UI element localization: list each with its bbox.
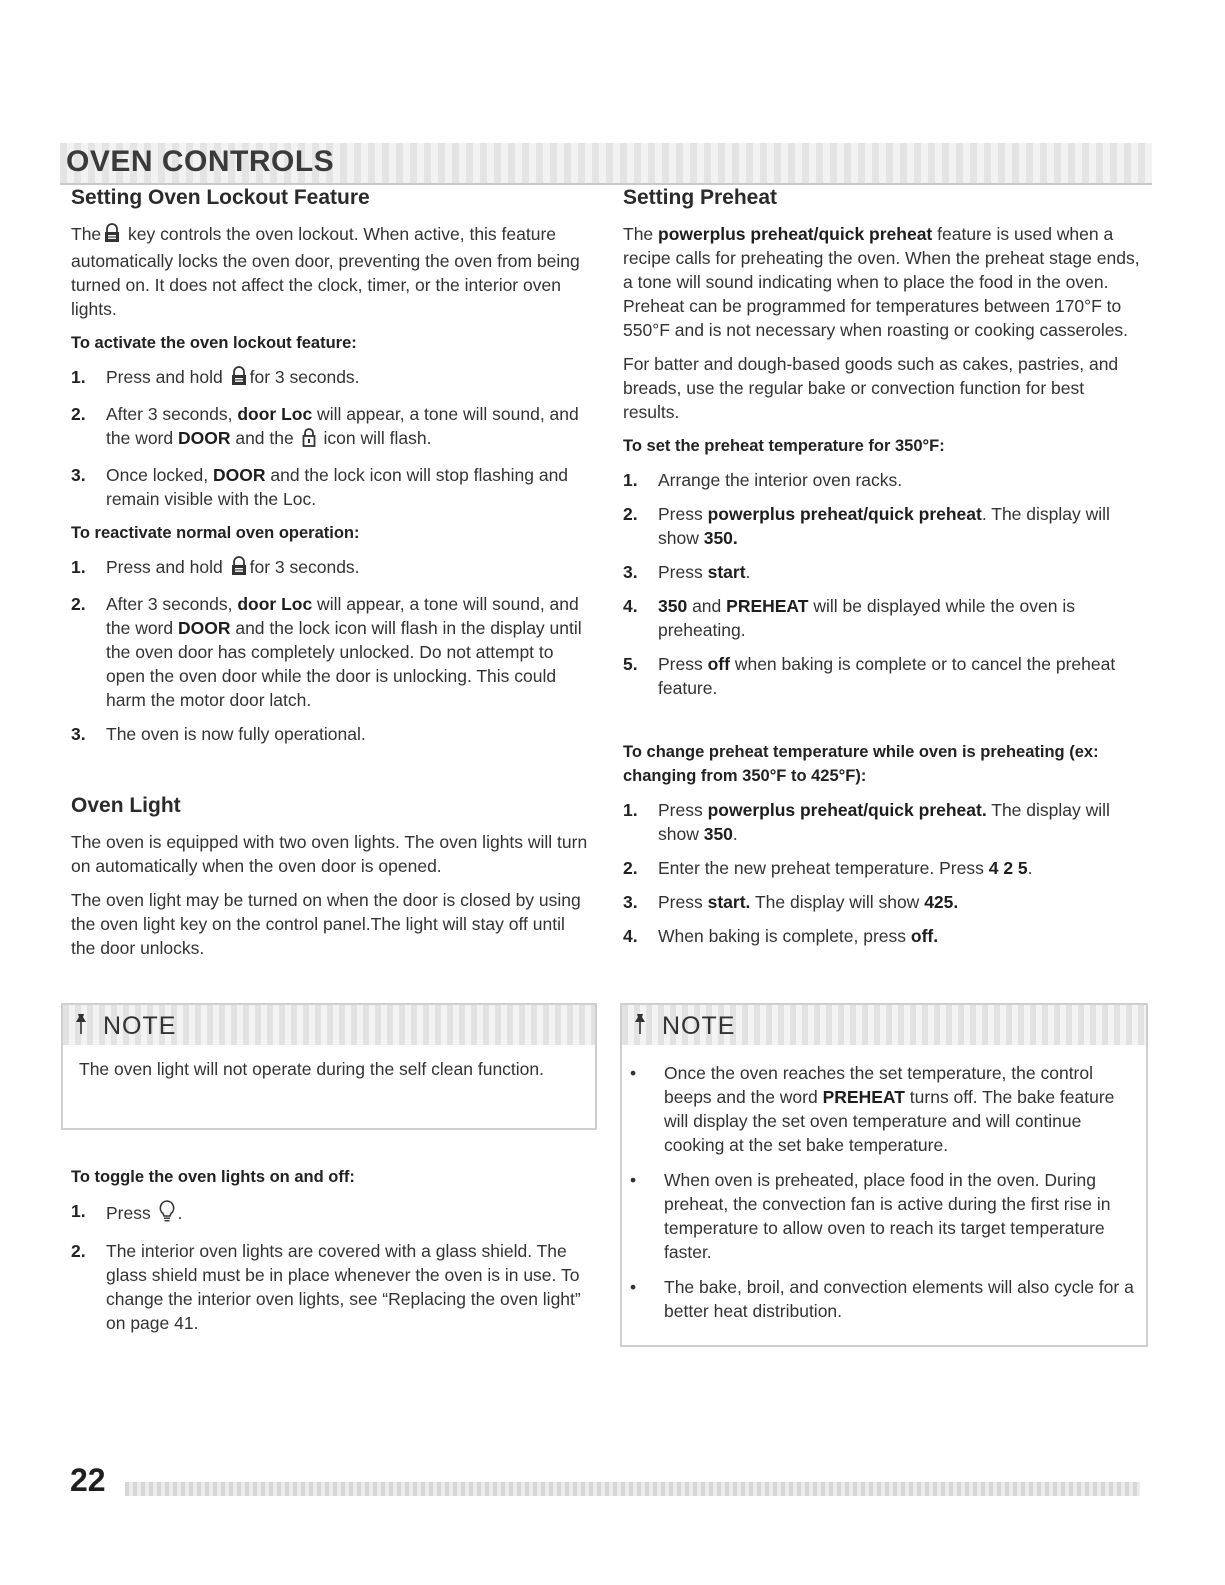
activate-heading: To activate the oven lockout feature: [71, 334, 357, 352]
list-item: 2. After 3 seconds, door Loc will appear, a tone will sound, and the word DOOR and the icon will flash. [71, 402, 591, 453]
preheat-intro: The powerplus preheat/quick preheat feature is used when a recipe calls for preheating the oven. When the preheat stage ends, a tone will sound indicating when to place the food in the oven. Preheat can be programmed for temperatures between 170°F to 550°F and is not necessary when roasting or cooking casseroles. [623, 224, 1140, 340]
light-bulb-icon [158, 1199, 176, 1229]
lock-key-icon [104, 223, 120, 249]
list-item: 1. Press and hold for 3 seconds. [71, 555, 591, 582]
list-item: • Once the oven reaches the set temperature, the control beeps and the word PREHEAT turns off. The bake feature will display the set oven temperature and will continue cooking at the set bake temperature. [626, 1061, 1140, 1157]
note-box-left [61, 1003, 597, 1130]
lockout-intro: The key controls the oven lockout. When active, this feature automatically locks the oven door, preventing the oven from being turned on. It does not affect the clock, timer, or the interior oven lights. [71, 224, 580, 319]
list-item: 2. Press powerplus preheat/quick preheat. The display will show 350. [623, 504, 1110, 548]
note-header [622, 1005, 1146, 1045]
list-item: 5. Press off when baking is complete or to cancel the preheat feature. [623, 654, 1116, 698]
footer-rule [125, 1482, 1140, 1496]
activate-steps [71, 365, 591, 511]
section-banner [60, 143, 1152, 185]
right-column [623, 186, 1143, 958]
list-item: 4. 350 and PREHEAT will be displayed while the oven is preheating. [623, 596, 1076, 640]
list-item: 1. Press and hold for 3 seconds. [71, 365, 591, 392]
note-label: NOTE [103, 1012, 177, 1040]
set-preheat-heading: To set the preheat temperature for 350°F: [623, 437, 945, 455]
list-item: 3. Press start. The display will show 425. [623, 892, 959, 912]
note-label: NOTE [662, 1012, 736, 1040]
list-item: 4. When baking is complete, press off. [623, 926, 939, 946]
preheat-heading: Setting Preheat [623, 186, 778, 209]
toggle-steps [71, 1199, 591, 1335]
toggle-heading: To toggle the oven lights on and off: [71, 1168, 355, 1186]
page-title: OVEN CONTROLS [66, 145, 335, 178]
note-text: The oven light will not operate during the self clean function. [79, 1059, 545, 1079]
note-body [622, 1045, 1146, 1344]
list-item: 2. After 3 seconds, door Loc will appear, a tone will sound, and the word DOOR and the lock icon will flash in the display until the oven door has completely unlocked. Do not attempt to open the oven door while the door is unlocking. This could harm the motor door latch. [71, 594, 582, 710]
note-bullets [626, 1061, 1140, 1323]
pushpin-icon [632, 1013, 648, 1041]
preheat-note-p: For batter and dough-based goods such as cakes, pastries, and breads, use the regular bake or convection function for best results. [623, 354, 1119, 422]
change-preheat-heading: To change preheat temperature while oven is preheating (ex: changing from 350°F to 425°F): [623, 743, 1099, 785]
reactivate-heading: To reactivate normal oven operation: [71, 524, 360, 542]
note-header [63, 1005, 595, 1045]
list-item: 3. Press start. [623, 562, 751, 582]
list-item: 3. The oven is now fully operational. [71, 724, 366, 744]
list-item: 2. Enter the new preheat temperature. Press 4 2 5. [623, 858, 1033, 878]
pushpin-icon [73, 1013, 89, 1041]
reactivate-steps [71, 555, 591, 746]
list-item: 3. Once locked, DOOR and the lock icon will stop flashing and remain visible with the Loc. [71, 465, 569, 509]
set-preheat-steps [623, 468, 1143, 700]
left-column [71, 186, 591, 970]
oven-light-p1: The oven is equipped with two oven lights. The oven lights will turn on automatically when the oven door is opened. [71, 832, 588, 876]
page-number: 22 [70, 1462, 106, 1498]
change-preheat-steps [623, 798, 1143, 948]
list-item: 2. The interior oven lights are covered with a glass shield. The glass shield must be in place whenever the oven is in use. To change the interior oven lights, see “Replacing the oven light” on page 41. [71, 1241, 581, 1333]
list-item: 1. Press . [71, 1199, 591, 1229]
lockout-heading: Setting Oven Lockout Feature [71, 186, 370, 209]
list-item: 1. Arrange the interior oven racks. [623, 470, 903, 490]
note-box-right [620, 1003, 1148, 1347]
oven-light-heading: Oven Light [71, 794, 181, 817]
list-item: 1. Press powerplus preheat/quick preheat. The display will show 350. [623, 800, 1110, 844]
list-item: • When oven is preheated, place food in the oven. During preheat, the convection fan is active during the first rise in temperature to allow oven to reach its target temperature faster. [626, 1168, 1140, 1264]
lock-icon [302, 427, 316, 453]
list-item: • The bake, broil, and convection elements will also cycle for a better heat distribution. [626, 1275, 1140, 1323]
oven-light-p2: The oven light may be turned on when the door is closed by using the oven light key on the control panel.The light will stay off until the door unlocks. [71, 890, 581, 958]
lock-key-icon [231, 366, 247, 392]
lock-key-icon [231, 556, 247, 582]
toggle-lights-section [71, 1155, 591, 1345]
